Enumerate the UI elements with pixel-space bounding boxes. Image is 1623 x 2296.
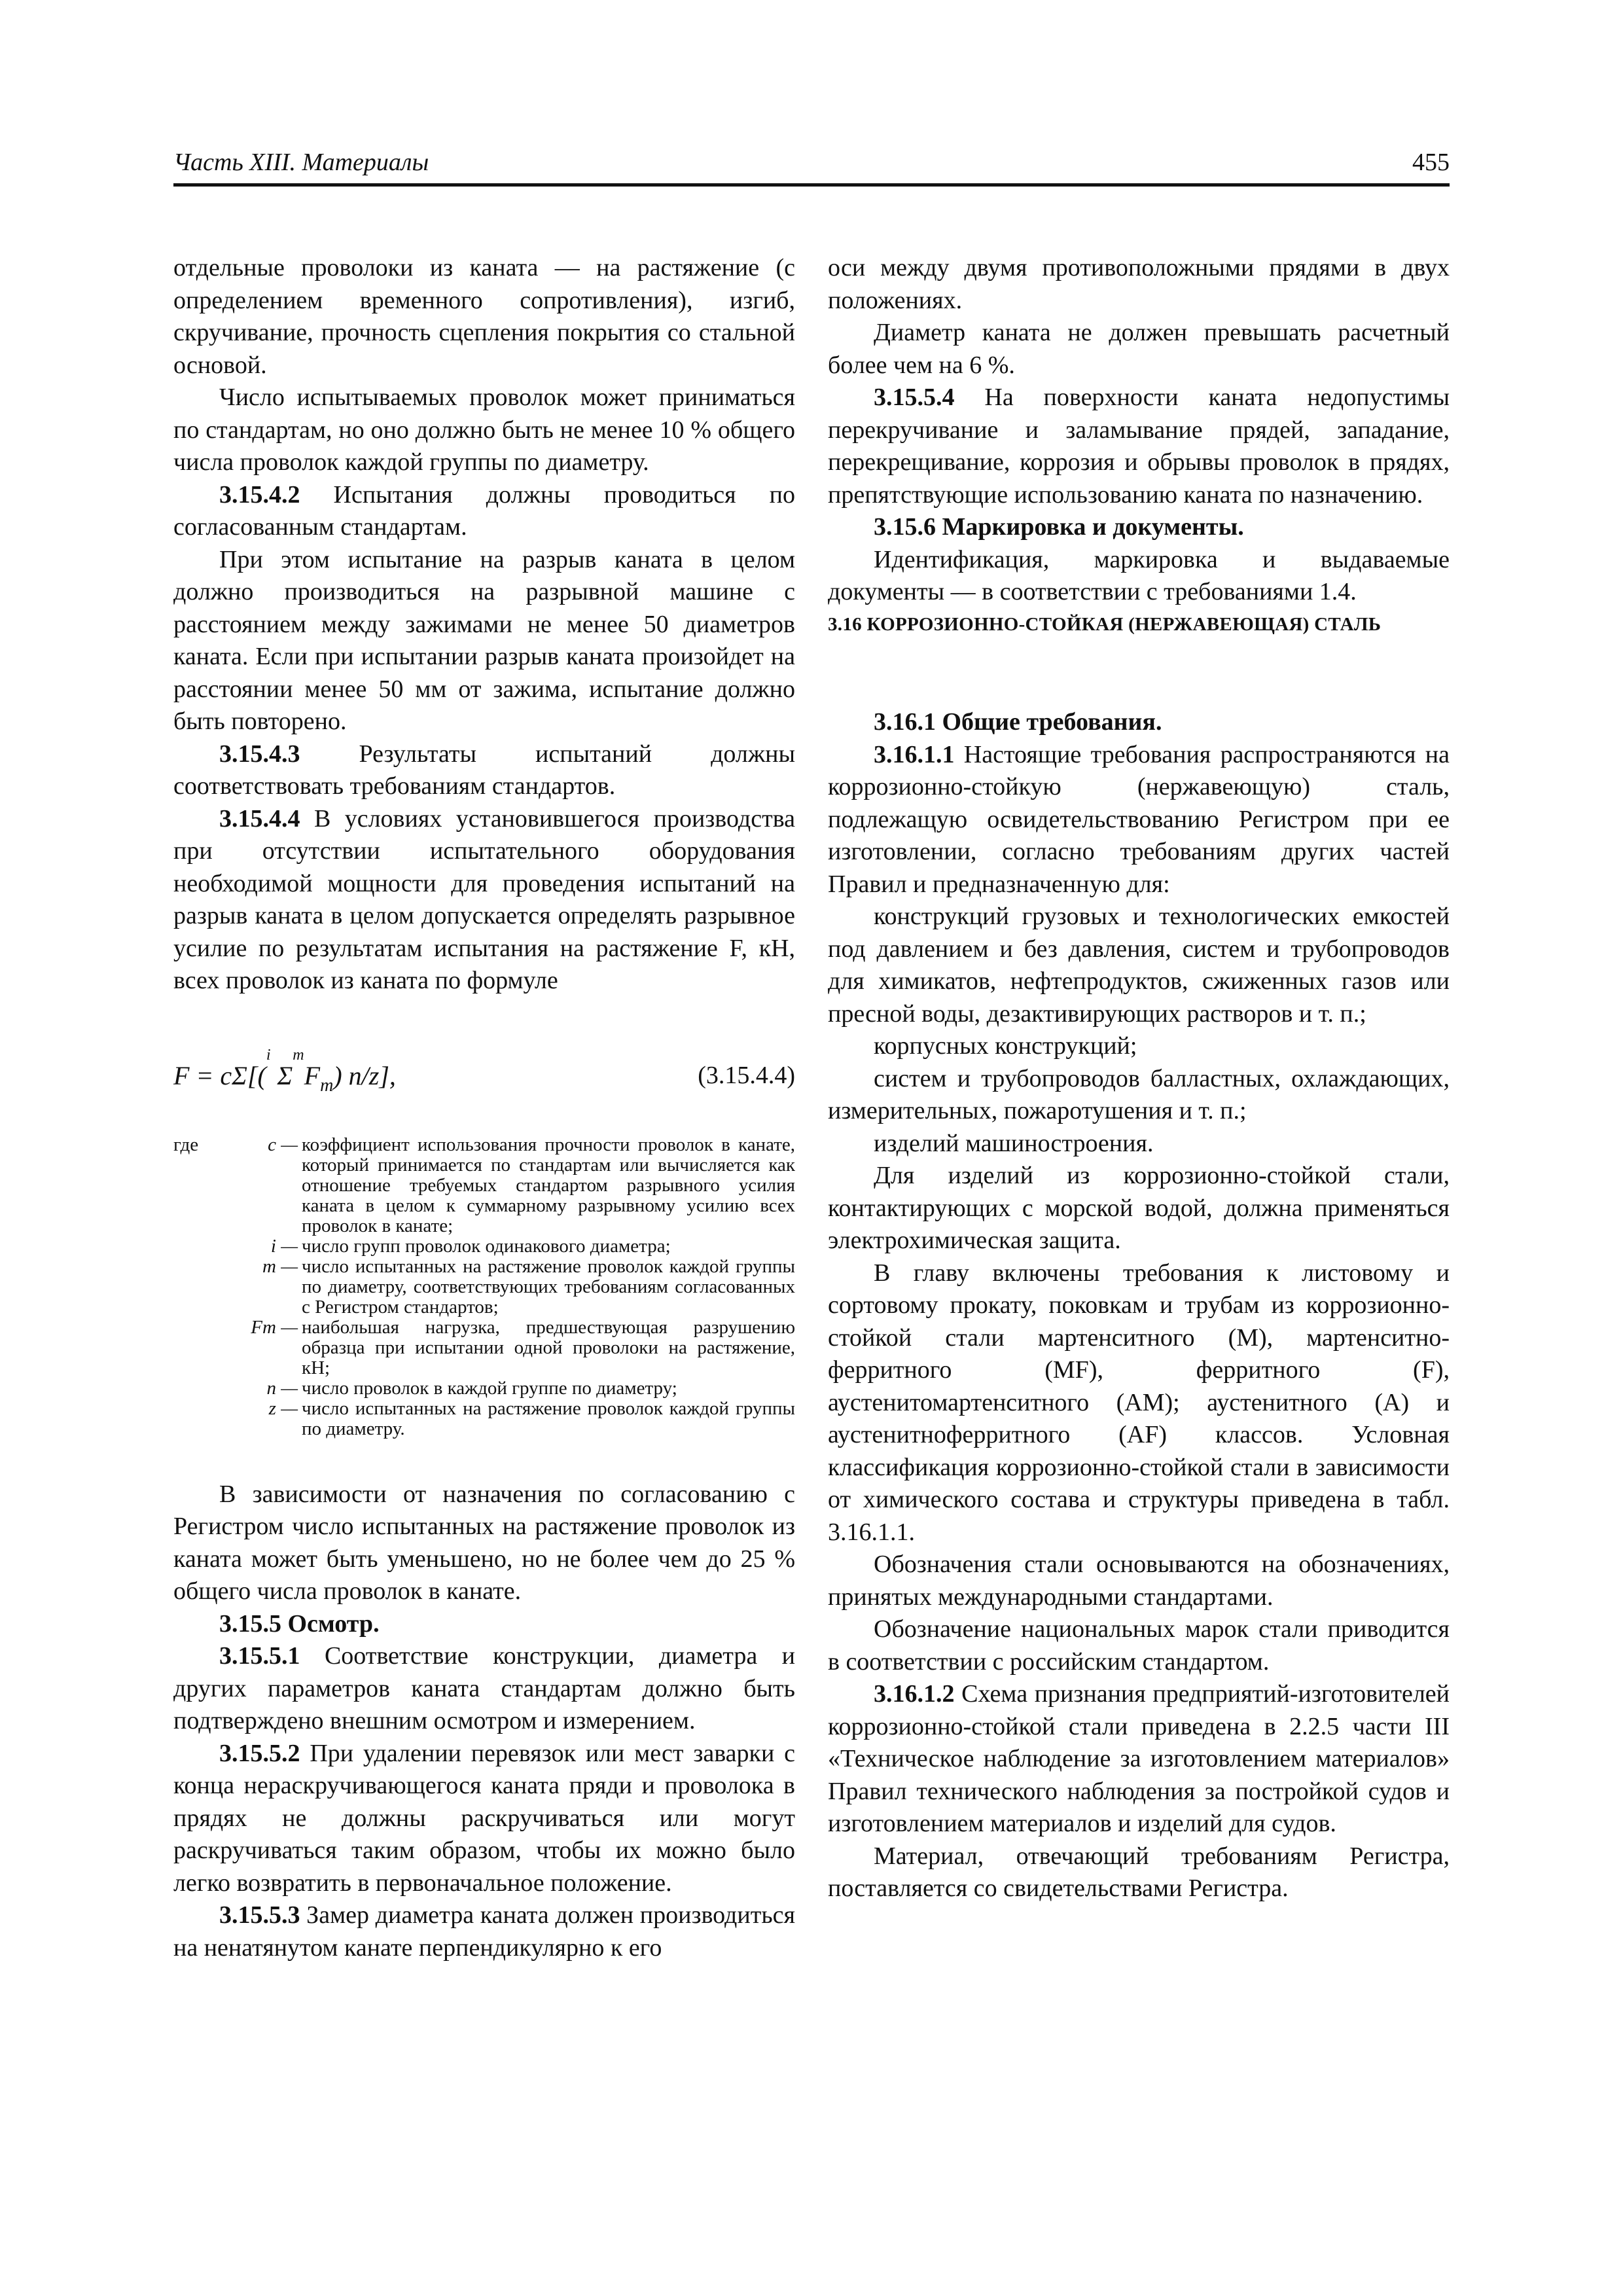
paragraph: 3.15.4.3 Результаты испытаний должны соответствовать требованиям стандартов. xyxy=(173,740,795,800)
subsection-heading: 3.16.1 Общие требования. xyxy=(874,708,1162,736)
paragraph: 3.15.4.2 Испытания должны проводиться по согласованным стандартам. xyxy=(173,480,795,541)
paragraph: оси между двумя противоположными прядями в двух положениях. xyxy=(828,254,1450,314)
running-title: Часть XIII. Материалы xyxy=(173,149,429,176)
right-column xyxy=(828,252,1450,1905)
legend-row: n — число проволок в каждой группе по диаметру; xyxy=(266,1377,677,1399)
paragraph: Число испытываемых проволок может приниматься по стандартам, но оно должно быть не менее 10 % общего числа проволок каждой группы по диаметру. xyxy=(173,384,795,476)
paragraph: В зависимости от назначения по согласованию с Регистром число испытанных на растяжение проволок из каната может быть уменьшено, но не более чем до 25 % общего числа проволок в канате. xyxy=(173,1480,795,1605)
paragraph: конструкций грузовых и технологических емкостей под давлением и без давления, систем и трубопроводов для химикатов, нефтепродуктов, сжиженных газов или пресной воды, дезактивирующих растворов и т. п.; xyxy=(828,903,1450,1028)
paragraph: изделий машиностроения. xyxy=(874,1129,1154,1157)
clause-number: 3.15.4.2 xyxy=(219,480,300,509)
clause-number: 3.15.4.3 xyxy=(219,740,300,768)
clause-number: 3.16.1.1 xyxy=(874,740,955,768)
subsection-heading: 3.15.6 Маркировка и документы. xyxy=(874,513,1244,541)
clause-number: 3.15.5.3 xyxy=(219,1901,300,1929)
clause-number: 3.15.5.1 xyxy=(219,1642,300,1670)
paragraph: 3.16.1.2 Схема признания предприятий-изготовителей коррозионно-стойкой стали приведена в 2.2.5 части III «Техническое наблюдение за изготовлением материалов» Правил технического наблюдения за постройкой судов и изготовлением материалов и изделий для судов. xyxy=(828,1680,1450,1837)
page-number: 455 xyxy=(1412,149,1450,176)
left-column xyxy=(173,252,795,1964)
page-header xyxy=(173,143,1450,187)
legend-row: z — число испытанных на растяжение проволок каждой группы по диаметру. xyxy=(268,1397,795,1439)
formula: F = cΣ[($^i$ $\Sigma^mF_m$) n/z], xyxy=(173,1046,396,1096)
paragraph: Обозначения стали основываются на обозначениях, принятых международными стандартами. xyxy=(828,1551,1450,1611)
legend-row: m — число испытанных на растяжение проволок каждой группы по диаметру, соответствующих требованиям согласованных с Регистром стандартов; xyxy=(262,1255,795,1318)
paragraph: Материал, отвечающий требованиям Регистра, поставляется со свидетельствами Регистра. xyxy=(828,1842,1450,1902)
formula-number: (3.15.4.4) xyxy=(698,1061,795,1089)
paragraph: Диаметр каната не должен превышать расчетный более чем на 6 %. xyxy=(828,319,1450,379)
paragraph: 3.15.5.1 Соответствие конструкции, диаметра и других параметров каната стандартам должно быть подтверждено внешним осмотром и измерением. xyxy=(173,1642,795,1734)
paragraph: При этом испытание на разрыв каната в целом должно производиться на разрывной машине с расстоянием между зажимами не менее 50 диаметров каната. Если при испытании разрыв каната произойдет на расстоянии менее 50 мм от зажима, испытание должно быть повторено. xyxy=(173,545,795,735)
clause-number: 3.15.4.4 xyxy=(219,804,300,833)
paragraph: 3.15.5.3 Замер диаметра каната должен производиться на ненатянутом канате перпендикулярно к его xyxy=(173,1901,795,1962)
formula-block xyxy=(173,1024,795,1122)
paragraph: систем и трубопроводов балластных, охлаждающих, измерительных, пожаротушения и т. п.; xyxy=(828,1064,1450,1124)
paragraph: отдельные проволоки из каната — на растяжение (с определением временного сопротивления), изгиб, скручивание, прочность сцепления покрытия со стальной основой. xyxy=(173,254,795,379)
paragraph: 3.16.1.1 Настоящие требования распространяются на коррозионно-стойкую (нержавеющую) сталь, подлежащую освидетельствованию Регистром при ее изготовлении, согласно требованиям других частей Правил и предназначенную для: xyxy=(828,740,1450,898)
clause-number: 3.16.1.2 xyxy=(874,1680,955,1708)
subsection-heading: 3.15.5 Осмотр. xyxy=(219,1609,380,1638)
legend-row: где c — коэффициент использования прочности проволок в канате, который принимается по стандартам или вычисляется как отношение требуемых стандартом разрывного усилия каната в целом к суммарному разрывному усилию всех проволок в канате; xyxy=(173,1134,795,1236)
clause-number: 3.15.5.2 xyxy=(219,1739,300,1767)
paragraph: корпусных конструкций; xyxy=(874,1032,1137,1060)
paragraph: 3.15.5.4 На поверхности каната недопустимы перекручивание и заламывание прядей, западание, перекрещивание, коррозия и обрывы проволок в прядях, препятствующие использованию каната по назначению. xyxy=(828,384,1450,509)
section-heading: 3.16 КОРРОЗИОННО-СТОЙКАЯ (НЕРЖАВЕЮЩАЯ) СТАЛЬ xyxy=(828,613,1382,635)
paragraph: Для изделий из коррозионно-стойкой стали, контактирующих с морской водой, должна применяться электрохимическая защита. xyxy=(828,1162,1450,1254)
paragraph: 3.15.5.2 При удалении перевязок или мест заварки с конца нераскручивающегося каната пряди и проволока в прядях не должны раскручиваться или могут раскручиваться таким образом, чтобы их можно было легко возвратить в первоначальное положение. xyxy=(173,1739,795,1897)
paragraph: В главу включены требования к листовому и сортовому прокату, поковкам и трубам из коррозионно-стойкой стали мартенситного (M), мартенситно-ферритного (MF), ферритного (F), аустенитомартенситного (AM); аустенитного (A) и аустенитноферритного (AF) классов. Условная классификация коррозионно-стойкой стали в зависимости от химического состава и структуры приведена в табл. 3.16.1.1. xyxy=(828,1259,1450,1546)
paragraph: Обозначение национальных марок стали приводится в соответствии с российским стандартом. xyxy=(828,1615,1450,1676)
legend-row: i — число групп проволок одинакового диаметра; xyxy=(270,1235,671,1257)
paragraph: Идентификация, маркировка и выдаваемые документы — в соответствии с требованиями 1.4. xyxy=(828,545,1450,605)
legend-row: Fm — наибольшая нагрузка, предшествующая разрушению образца при испытании одной проволоки на растяжение, кН; xyxy=(251,1316,795,1378)
formula-legend xyxy=(173,1135,795,1439)
paragraph: 3.15.4.4 В условиях установившегося производства при отсутствии испытательного оборудования необходимой мощности для проведения испытаний на разрыв каната в целом допускается определять разрывное усилие по результатам испытания на растяжение F, кН, всех проволок из каната по формуле xyxy=(173,804,795,994)
clause-number: 3.15.5.4 xyxy=(874,384,955,411)
